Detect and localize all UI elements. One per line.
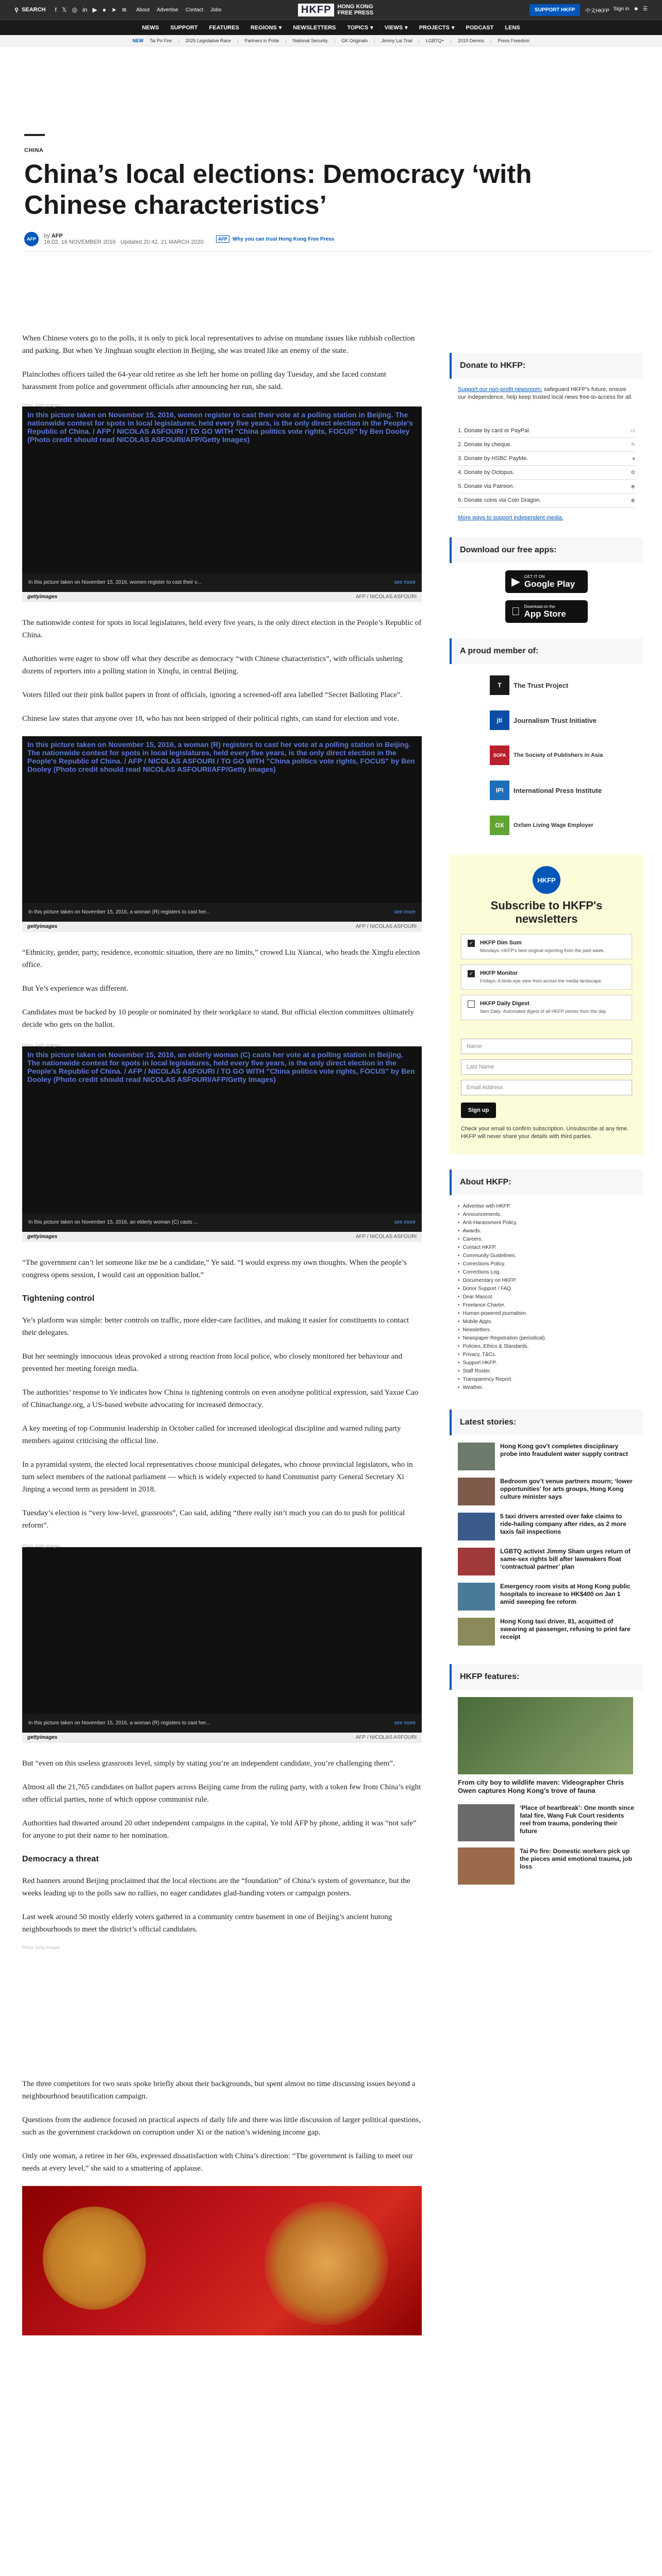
member-logo[interactable] [490,671,603,699]
rss-icon[interactable]: ≋ [121,6,127,13]
donate-heading: Donate to HKFP: [450,353,643,379]
see-more-link[interactable]: see more [394,1219,416,1225]
story-thumbnail [458,1618,495,1646]
divider: | [178,38,179,43]
trending-item[interactable]: Tai Po Fire [150,38,172,43]
photo-caption-text: In this picture taken on November 15, 2016, women register to cast their v... [28,580,201,585]
newsletter-option-name: HKFP Dim Sum [480,940,522,946]
about-link[interactable]: • Careers. [458,1235,635,1244]
story-thumbnail [458,1478,495,1505]
member-name: Oxfam Living Wage Employer [514,822,593,828]
site-logo[interactable] [298,4,373,16]
about-link[interactable]: • Community Guidelines. [458,1252,635,1260]
trust-link[interactable] [216,235,334,243]
trending-new-label: NEW [133,38,144,43]
chevron-down-icon: ▾ [370,25,373,31]
about-link[interactable]: • Staff Roster. [458,1367,635,1376]
about-heading: About HKFP: [450,1170,643,1195]
trust-badge: AFP [216,235,229,243]
search-button[interactable] [14,7,46,13]
about-link[interactable]: • Anti-Harassment Policy. [458,1219,635,1227]
search-label: SEARCH [22,7,46,13]
story-item[interactable] [458,1513,635,1540]
coin-icon: ◉ [631,497,635,503]
about-link[interactable]: • Human-powered journalism. [458,1310,635,1318]
more-ways-link[interactable]: More ways to support independent media. [458,515,564,521]
paragraph: When Chinese voters go to the polls, it is only to pick local representatives to advise on mundane issues like rubbish collection and parking. But when Ye Jinghuan sought election in Beijing, she was treated like an enemy of the state. [22,334,415,355]
byline [24,232,648,246]
search-icon: ⚲ [14,7,19,13]
last-name-input[interactable]: Last Name [461,1059,632,1075]
photo-placeholder [22,1547,422,1702]
paragraph: Authorities were eager to show off what they describe as democracy “with Chinese characteristics”, with officials ushering dozens of reporters into a polling station in Xinqfu, in central Beijing. [22,655,403,675]
story-thumbnail [458,1513,495,1540]
getty-credit: AFP / NICOLAS ASFOURI [355,594,417,600]
top-link-jobs[interactable]: Jobs [210,7,222,13]
member-logo[interactable] [490,776,603,804]
reddit-icon[interactable]: ● [102,6,106,13]
donate-text [450,386,643,401]
paragraph: In a pyramidal system, the elected local representatives choose municipal delegates, who choose provincial legislators, who in turn select members of the national parliament — which is widely expected to hand Communist party General Secretary Xi Jinping a second term as president in 2018. [22,1461,413,1494]
nav-topics[interactable] [347,24,373,31]
paragraph: Plainclothes officers tailed the 64-year old retiree as she left her home on polling day Tuesday, and she faced constant harassment from police and government officials after announcing her run, she said. [22,370,387,391]
name-input[interactable]: Name [461,1039,632,1054]
member-heading: A proud member of: [450,638,643,664]
newsletter-option[interactable] [461,995,632,1020]
article-photo[interactable] [22,736,422,932]
donate-option-label: 1. Donate by card or PayPal. [458,428,531,434]
about-link[interactable]: • Mobile Apps. [458,1318,635,1326]
author-avatar[interactable]: AFP [24,232,39,246]
checkbox-checked[interactable]: ✓ [468,970,475,977]
nav-support[interactable]: SUPPORT [170,24,198,31]
nav-features[interactable]: FEATURES [209,24,240,31]
header-divider [24,134,45,136]
nav-podcast[interactable]: PODCAST [466,24,494,31]
photo-caption [22,903,422,922]
donate-option[interactable] [458,466,635,480]
member-logos [450,671,643,839]
about-link[interactable]: • Corrections Log. [458,1268,635,1277]
article-photo[interactable] [22,403,422,602]
photo-caption [22,573,422,592]
article-body [22,332,422,2335]
story-title: 5 taxi drivers arrested over fake claims to ride-hailing company after rides, as 2 more taxis fail inspections [500,1513,626,1535]
octopus-icon: ✿ [631,469,635,476]
about-link[interactable]: • Dear Mascot. [458,1293,635,1301]
paragraph: A key meeting of top Communist leadership in October called for increased ideological discipline and warned ruling party members against criticising the official line. [22,1425,401,1445]
logo-tagline [337,4,373,16]
feature-title: Tai Po fire: Domestic workers pick up the pieces amid emotional trauma, job loss [520,1848,633,1870]
see-more-link[interactable]: see more [394,580,416,585]
see-more-link[interactable]: see more [394,1720,416,1726]
apps-heading: Download our free apps: [450,537,643,563]
donate-option-label: 4. Donate by Octopus. [458,469,515,476]
credit-card-icon: ▭ [630,428,635,434]
nav-topics-label: TOPICS [347,24,369,31]
divider: | [418,38,420,43]
top-link-contact[interactable]: Contact [185,7,204,13]
getty-bar [22,1733,422,1743]
member-logo[interactable] [490,706,603,734]
story-title: Hong Kong gov’t completes disciplinary probe into fraudulent water supply contract [500,1443,628,1458]
nav-views-label: VIEWS [384,24,403,31]
paragraph: The three competitors for two seats spoke briefly about their backgrounds, but spent almost no time discussing issues beyond a neighbourhood beautification campaign. [22,2080,416,2100]
updated-date: Updated 20:42, 21 MARCH 2020 [120,239,204,245]
checkbox-unchecked[interactable] [468,1001,475,1008]
party-emblem-image [43,2207,146,2310]
menu-icon[interactable]: ☰ [643,6,648,12]
nav-newsletters[interactable]: NEWSLETTERS [293,24,336,31]
divider: | [334,38,336,43]
about-link[interactable]: • Donor Support / FAQ. [458,1285,635,1293]
google-play-button[interactable] [505,570,588,593]
nav-projects[interactable] [419,24,455,31]
logo-mark: HKFP [298,4,334,16]
photo-caption-text: In this picture taken on November 15, 2016, a woman (R) registers to cast her... [28,909,210,915]
sopa-logo: SOPA [490,745,509,765]
spacer [461,1025,632,1039]
story-title: Bedroom gov’t venue partners mourn; ‘lower opportunities’ for arts groups, Hong Kong culture minister says [500,1478,633,1500]
photo-alt-text: In this picture taken on November 15, 2016, women register to cast their vote at a polling station in Beijing. The nationwide contest for spots in local legislatures, held every five years, is the only direct election in the People's Republic of China. / AFP / NICOLAS ASFOURI / TO GO WITH "China politics vote rights, FOCUS" by Ben Dooley (Photo credit should read NICOLAS ASFOURI/AFP/Getty Images) [27,411,413,444]
story-title: LGBTQ activist Jimmy Sham urges return of same-sex rights bill after lawmakers float ‘contractual partner’ plan [500,1548,631,1570]
paragraph: Only one woman, a retiree in her 60s, expressed dissatisfaction with China’s direction: “The government is failing to meet our needs at every level,” she said to a smattering of applause. [22,2152,413,2173]
story-title: Hong Kong taxi driver, 81, acquitted of swearing at passenger, refusing to print fare receipt [500,1618,631,1640]
latest-stories [450,1443,643,1646]
app-store-button[interactable] [505,600,588,623]
donate-option[interactable] [458,480,635,494]
sidebar [450,353,643,1891]
story-item[interactable] [458,1583,635,1611]
main-nav [0,20,662,35]
feature-image [458,1697,633,1774]
top-links [136,7,221,13]
trending-bar [0,35,662,46]
story-item[interactable] [458,1618,635,1646]
facebook-icon[interactable]: f [55,6,57,13]
paragraph: The nationwide contest for spots in local legislatures, held every five years, is the only direct election in the People’s Republic of China. [22,619,422,639]
donate-option[interactable] [458,452,635,466]
latest-heading: Latest stories: [450,1410,643,1435]
story-title: Emergency room visits at Hong Kong public hospitals to increase to HK$400 on Jan 1 amid sweeping fee reform [500,1583,631,1605]
newsletter-option[interactable] [461,934,632,959]
google-play-icon: ▶ [511,575,520,588]
newsletter-title: Subscribe to HKFP's newsletters [490,899,603,925]
article-photo[interactable] [22,1043,422,1242]
donate-option[interactable] [458,438,635,452]
logo-tag-line-1: HONG KONG [337,4,373,10]
photo-caption [22,1213,422,1232]
trust-project-logo: T [490,675,509,695]
getty-credit: AFP / NICOLAS ASFOURI [355,924,417,929]
telegram-icon[interactable]: ➤ [111,6,117,13]
paragraph: But “even on this useless grassroots level, simply by stating you’re an independent candidate, you’re challenging them”. [22,1759,395,1768]
donate-option[interactable] [458,424,635,438]
divider: | [450,38,452,43]
article-header [14,134,648,252]
subheading: Tightening control [22,1294,95,1303]
paragraph: But Ye’s experience was different. [22,985,128,993]
newsletter-signup [450,855,643,1154]
member-logo[interactable] [490,741,603,769]
by-prefix: by [44,233,50,239]
feature-item[interactable] [458,1804,635,1841]
about-link[interactable]: • Newsletters. [458,1326,635,1334]
newsletter-option-name: HKFP Monitor [480,970,518,976]
feature-title: ‘Place of heartbreak’: One month since fatal fire, Wang Fuk Court residents reel from trauma, pondering their future [520,1804,635,1835]
donate-option-label: 5. Donate via Patreon. [458,483,515,489]
member-name: Journalism Trust Initiative [514,716,597,724]
trending-item[interactable]: Press Freedom [498,38,529,43]
paragraph: The authorities’ response to Ye indicates how China is tightening controls on even anodyne political expression, said Yaxue Cao of Chinachange.org, a US-based website advocating for increased democracy. [22,1388,419,1409]
app-store-big: App Store [516,608,558,619]
chinese-site-link[interactable]: 中文HKFP [585,8,609,14]
chevron-down-icon: ▾ [405,25,408,31]
photo-credit: Photo: Getty Images [22,1544,60,1548]
about-links [450,1202,643,1392]
ipi-logo: IPI [490,781,509,800]
trending-item[interactable]: 2025 Legislative Race [185,38,231,43]
donate-intro-link[interactable]: Support our non-profit newsroom: [458,386,542,393]
feature-main[interactable] [458,1697,635,1795]
getty-credit: AFP / NICOLAS ASFOURI [355,1234,417,1240]
about-link[interactable]: • Documentary on HKFP. [458,1277,635,1285]
about-link[interactable]: • Weather. [458,1384,635,1392]
logo-tag-line-2: FREE PRESS [337,10,374,16]
donate-option-label: 3. Donate by HSBC PayMe. [458,455,528,462]
divider: | [285,38,287,43]
story-thumbnail [458,1548,495,1575]
newsletter-option-desc: Mondays: HKFP's best original reporting from the past week. [480,948,605,953]
newsletter-option[interactable] [461,964,632,990]
email-input[interactable]: Email Address [461,1080,632,1095]
author-name[interactable]: AFP [51,233,63,239]
paragraph: “Ethnicity, gender, party, residence, economic situation, there are no limits,” crowed Liu Xiancai, who heads the Xingfu election office. [22,948,420,969]
google-play-big: Google Play [524,579,575,589]
article-photo[interactable] [22,1544,422,1743]
donate-intro-text: safeguard HKFP's future, ensure our independence, help keep trusted local news free-to-access for all. [458,386,633,400]
getty-bar [22,1232,422,1242]
paragraph: Last week around 50 mostly elderly voters gathered in a community centre basement in one of Beijing’s ancient hutong neighbourhoods to meet the district’s official candidates. [22,1913,392,1934]
article-category[interactable]: CHINA [24,147,44,154]
paragraph: Tuesday’s election is “very low-level, grassroots”, Cao said, adding “there really isn’t much you can do to push for political reform”. [22,1509,405,1530]
article-photo-emblem[interactable] [22,2186,422,2335]
feature-stories [450,1697,643,1885]
paragraph: Red banners around Beijing proclaimed that the local elections are the “foundation” of China’s system of governance, but the weeks leading up to the polls saw no rallies, no eager candidates glad-handing voters or campaign posters. [22,1877,410,1897]
newsletter-option-desc: 9am Daily: Automated digest of all HKFP stories from the day. [480,1009,607,1014]
social-links [55,6,127,13]
jti-logo: jti [490,710,509,730]
trending-item[interactable]: National Security [292,38,328,43]
story-item[interactable] [458,1478,635,1505]
nav-lens[interactable]: LENS [505,24,520,31]
donate-option[interactable] [458,494,635,507]
nav-projects-label: PROJECTS [419,24,450,31]
paragraph: Questions from the audience focused on practical aspects of daily life and there was little discussion of larger political questions, such as the government crackdown on corruption under Xi or the nation’s widening income gap. [22,2116,421,2137]
sign-in-link[interactable]: Sign in [613,6,630,12]
trending-item[interactable]: 2019 Demos [457,38,485,43]
getty-logo: gettyimages [27,1735,58,1740]
getty-bar [22,592,422,602]
article-headline: China’s local elections: Democracy ‘with Chinese characteristics’ [24,159,532,219]
getty-logo: gettyimages [27,924,58,929]
app-store-small: Download on the [516,604,547,609]
getty-logo: gettyimages [27,1234,58,1240]
photo-caption-text: In this picture taken on November 15, 2016, an elderly woman (C) casts ... [28,1219,198,1225]
chevron-down-icon: ▾ [451,25,455,31]
nav-regions[interactable] [251,24,282,31]
subheading: Democracy a threat [22,1855,99,1863]
paragraph: Ye’s platform was simple: better controls on traffic, more elder-care facilities, and making it easier for constituents to contact their delegates. [22,1316,409,1337]
divider: | [374,38,375,43]
linkedin-icon[interactable]: in [82,6,88,13]
publish-date: 16:02, 16 NOVEMBER 2016 [44,239,116,245]
newsletter-option-desc: Fridays: A birds-eye view from across the media landscape. [480,978,603,984]
about-link[interactable]: • Privacy, T&Cs. [458,1351,635,1359]
national-emblem-image [264,2201,388,2325]
checkbox-checked[interactable]: ✓ [468,940,475,947]
instagram-icon[interactable]: ◎ [72,6,78,13]
paragraph: “The government can’t let someone like me be a candidate,” Ye said. “I would express my own thoughts. When the people’s congress opens session, I would cast an opposition ballot.” [22,1259,407,1279]
photo-caption-text: In this picture taken on November 15, 2016, a woman (R) registers to cast her... [28,1720,210,1726]
newsletter-note: Check your email to confirm subscription. Unsubscribe at any time. HKFP will never share your details with third parties. [461,1126,629,1140]
about-link[interactable]: • Advertise with HKFP. [458,1202,635,1211]
trending-item[interactable]: Partners in Pride [244,38,279,43]
story-item[interactable] [458,1548,635,1575]
newsletter-option-name: HKFP Daily Digest [480,1001,529,1007]
divider: | [237,38,239,43]
support-button[interactable]: SUPPORT HKFP [529,4,580,16]
youtube-icon[interactable]: ▶ [92,6,97,13]
nav-regions-label: REGIONS [251,24,277,31]
about-link[interactable]: • Transparency Report. [458,1376,635,1384]
account-icon[interactable]: ☻ [633,6,639,12]
features-heading: HKFP features: [450,1664,643,1690]
patreon-icon: ◉ [631,483,635,489]
feature-title: From city boy to wildlife maven: Videographer Chris Owen captures Hong Kong’s trove of fauna [458,1778,624,1794]
about-link[interactable]: • Support HKFP. [458,1359,635,1367]
member-name: International Press Institute [514,786,602,794]
twitter-icon[interactable]: 𝕏 [61,6,67,13]
paragraph: Chinese law states that anyone over 18, who has not been stripped of their political rights, can stand for election and vote. [22,715,399,723]
nav-news[interactable]: NEWS [142,24,159,31]
feature-thumbnail [458,1804,515,1841]
top-link-about[interactable]: About [136,7,150,13]
google-play-small: GET IT ON [524,574,545,579]
getty-logo: gettyimages [27,594,58,600]
photo-caption [22,1714,422,1733]
trending-item[interactable]: LGBTQ+ [425,38,444,43]
apple-icon [511,605,520,618]
payme-icon: ● [632,455,635,462]
paragraph: But her seemingly innocuous ideas provoked a strong reaction from local police, who closely monitored her behaviour and prevented her meeting foreign media. [22,1352,403,1373]
donate-option-label: 2. Donate by cheque. [458,442,512,448]
about-link[interactable]: • Awards. [458,1227,635,1235]
see-more-link[interactable]: see more [394,909,416,915]
member-name: The Society of Publishers in Asia [514,752,603,758]
newsletter-badge: HKFP [533,866,560,894]
about-link[interactable]: • Announcements. [458,1211,635,1219]
about-link[interactable]: • Contact HKFP. [458,1244,635,1252]
donate-options [450,424,643,507]
top-link-advertise[interactable]: Advertise [157,7,178,13]
paragraph: Almost all the 21,765 candidates on ballot papers across Beijing came from the ruling party, with a token few from China’s eight other official parties, none of which oppose communist rule. [22,1783,421,1804]
paragraph: Authorities had thwarted around 20 other independent campaigns in the capital, Ye told AFP by phone, adding it was “not safe” for anyone to put their name to her nomination. [22,1819,417,1840]
cheque-icon: ✎ [631,442,635,448]
byline-divider [24,251,653,252]
chevron-down-icon: ▾ [278,25,282,31]
getty-credit: AFP / NICOLAS ASFOURI [355,1735,417,1740]
story-thumbnail [458,1583,495,1611]
about-link[interactable]: • Corrections Policy. [458,1260,635,1268]
oxfam-logo: OX [490,816,509,835]
feature-thumbnail [458,1848,515,1885]
trending-item[interactable]: GK Originals [341,38,368,43]
member-name: The Trust Project [514,681,569,689]
story-thumbnail [458,1443,495,1470]
paragraph: Voters filled out their pink ballot papers in front of officials, ignoring a screened-off area labelled “Secret Balloting Place”. [22,691,403,699]
about-link[interactable]: • Policies, Ethics & Standards. [458,1343,635,1351]
paragraph: Candidates must be backed by 10 people or nominated by their workplace to stand. But official election committees ultimately decide who gets on the ballot. [22,1008,414,1029]
about-link[interactable]: • Freelance Charter. [458,1301,635,1310]
sign-up-button[interactable]: Sign up [461,1103,496,1118]
photo-credit: Photo: Getty Images [22,1043,60,1047]
getty-bar [22,922,422,932]
top-bar [0,0,662,20]
photo-alt-text: In this picture taken on November 15, 2016, an elderly woman (C) casts her vote at a polling station in Beijing. The nationwide contest for spots in local legislatures, held every five years, is the only direct election in the People's Republic of China. / AFP / NICOLAS ASFOURI / TO GO WITH "China politics vote rights, FOCUS" by Ben Dooley (Photo credit should read NICOLAS ASFOURI/AFP/Getty Images) [27,1050,415,1083]
trust-link-label: Why you can trust Hong Kong Free Press [233,236,335,242]
photo-credit: Photo: Getty Images [22,403,60,408]
photo-alt-text: In this picture taken on November 15, 2016, a woman (R) registers to cast her vote at a polling station in Beijing. The nationwide contest for spots in local legislatures, held every five years, is the only direct election in the People's Republic of China. / AFP / NICOLAS ASFOURI / TO GO WITH "China politics vote rights, FOCUS" by Ben Dooley (Photo credit should read NICOLAS ASFOURI/AFP/Getty Images) [27,740,415,773]
donate-option-label: 6. Donate coins via Coin Dragon. [458,497,541,503]
member-logo[interactable] [490,811,603,839]
divider: | [490,38,492,43]
trending-item[interactable]: Jimmy Lai Trial [381,38,412,43]
about-link[interactable]: • Newspaper Registration (periodical). [458,1334,635,1343]
feature-item[interactable] [458,1848,635,1885]
story-item[interactable] [458,1443,635,1470]
photo-credit: Photo: Getty Images [22,1945,60,1950]
nav-views[interactable] [385,24,408,31]
